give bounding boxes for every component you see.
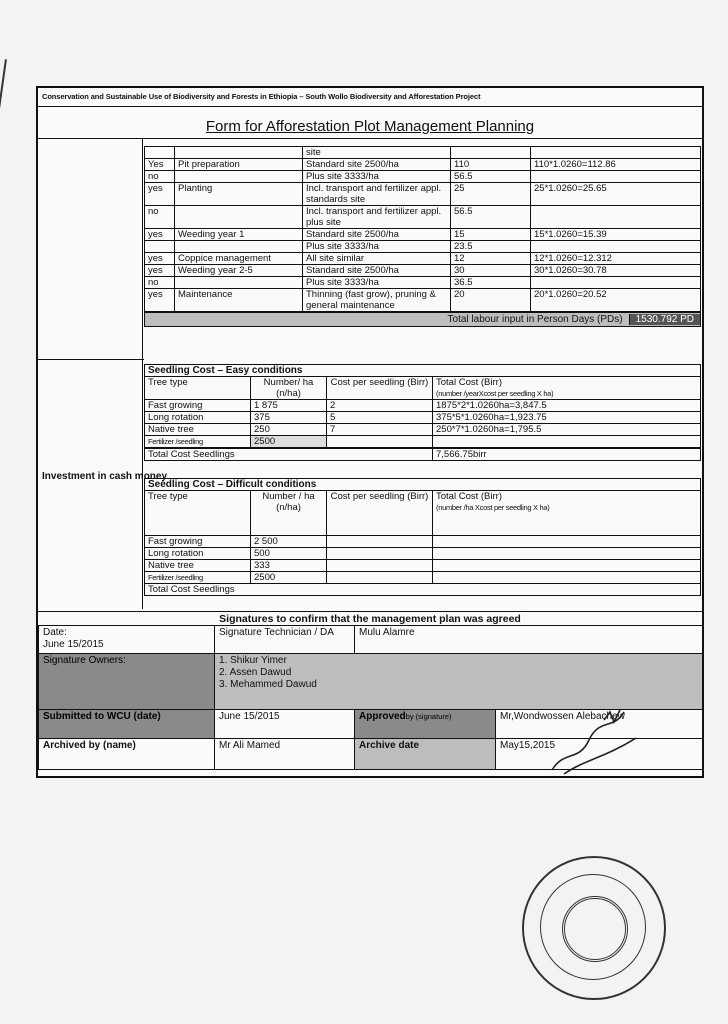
labour-description: Incl. transport and fertilizer appl. standards site [303,183,451,206]
labour-description: Standard site 2500/ha [303,265,451,277]
difficult-col-total: Total Cost (Birr) [436,491,502,502]
easy-tree-type: Fast growing [145,400,251,412]
easy-row [145,436,701,449]
easy-number: 250 [251,424,327,436]
labour-calculation: 12*1.0260=12.312 [531,253,701,265]
divider [38,106,702,107]
labour-calculation [531,241,701,253]
easy-total: 250*7*1.0260ha=1,795.5 [433,424,701,436]
easy-number: 375 [251,412,327,424]
difficult-cost [327,572,433,584]
archive-date-value: May15,2015 [500,740,556,751]
labour-row [145,289,701,313]
easy-col-cost: Cost per seedling (Birr) [327,377,433,400]
difficult-row [145,572,701,584]
labour-value: 15 [451,229,531,241]
official-stamp [522,856,666,1000]
difficult-col-cost: Cost per seedling (Birr) [327,491,433,536]
difficult-col-total-note: (number /ha Xcost per seedling X ha) [436,503,550,512]
labour-table [144,146,701,327]
divider [38,611,702,612]
easy-row [145,424,701,436]
archived-label: Archived by (name) [39,739,215,770]
difficult-row [145,560,701,572]
labour-row [145,253,701,265]
labour-description: Plus site 3333/ha [303,277,451,289]
labour-description: All site similar [303,253,451,265]
labour-total-label: Total labour input in Person Days (PDs) [447,314,623,325]
easy-col-tree: Tree type [145,377,251,400]
labour-flag: no [145,277,175,289]
owner-1: 1. Shikur Yimer [219,655,287,666]
easy-total [433,436,701,449]
labour-row [145,229,701,241]
labour-row [145,183,701,206]
labour-calculation: 20*1.0260=20.52 [531,289,701,313]
labour-row [145,265,701,277]
difficult-total [433,560,701,572]
difficult-total-label: Total Cost Seedlings [145,584,701,596]
easy-number: 2500 [251,436,327,449]
easy-cost: 5 [327,412,433,424]
submitted-value: June 15/2015 [215,710,355,739]
approved-note: by (signature) [405,712,452,721]
labour-activity: Weeding year 1 [175,229,303,241]
archived-value: Mr Ali Mamed [215,739,355,770]
labour-description: Plus site 3333/ha [303,171,451,183]
labour-row [145,241,701,253]
labour-calculation: 30*1.0260=30.78 [531,265,701,277]
difficult-cost [327,536,433,548]
owner-3: 3. Mehammed Dawud [219,679,317,690]
labour-calculation [531,206,701,229]
labour-description: site [303,147,451,159]
labour-value: 12 [451,253,531,265]
easy-rows [145,400,701,449]
labour-description: Standard site 2500/ha [303,229,451,241]
easy-total: 1875*2*1.0260ha=3,847.5 [433,400,701,412]
labour-activity [175,277,303,289]
labour-activity [175,206,303,229]
investment-label: Investment in cash money [42,471,168,482]
difficult-cost [327,560,433,572]
difficult-tree-type: Long rotation [145,548,251,560]
margin-mark [0,59,21,131]
labour-flag: yes [145,229,175,241]
labour-value: 23.5 [451,241,531,253]
easy-col-number: Number/ ha (n/ha) [251,377,327,400]
owner-2: 2. Assen Dawud [219,667,292,678]
signatures-title: Signatures to confirm that the management plan was agreed [219,613,521,625]
labour-description: Incl. transport and fertilizer appl. plus site [303,206,451,229]
handwritten-signature [544,700,644,780]
labour-activity [175,147,303,159]
labour-calculation [531,277,701,289]
labour-row [145,147,701,159]
labour-activity: Planting [175,183,303,206]
easy-conditions-table [144,364,701,461]
easy-number: 1 875 [251,400,327,412]
labour-flag: yes [145,253,175,265]
difficult-number: 2 500 [251,536,327,548]
easy-cost: 2 [327,400,433,412]
project-title: Conservation and Sustainable Use of Biodiversity and Forests in Ethiopia – South Wollo Biodiversity and Afforestation Project [42,92,481,101]
labour-activity [175,241,303,253]
approved-label: Approved [359,711,406,722]
labour-rows [145,147,701,313]
approved-value: Mr,Wondwossen Alebachew [500,711,625,722]
easy-cost [327,436,433,449]
labour-row [145,171,701,183]
easy-total-label: Total Cost Seedlings [145,448,433,461]
labour-value: 30 [451,265,531,277]
divider [38,359,144,360]
labour-activity: Weeding year 2-5 [175,265,303,277]
difficult-number: 2500 [251,572,327,584]
technician-value: Mulu Alamre [355,626,703,654]
labour-flag: yes [145,183,175,206]
form-title: Form for Afforestation Plot Management Planning [205,118,535,135]
date-value: June 15/2015 [43,639,104,650]
labour-activity: Maintenance [175,289,303,313]
labour-total-value: 1530.792 PD [629,314,700,325]
labour-activity: Pit preparation [175,159,303,171]
easy-cost: 7 [327,424,433,436]
labour-flag: no [145,171,175,183]
date-label: Date: [43,627,67,638]
easy-tree-type: Native tree [145,424,251,436]
technician-label: Signature Technician / DA [215,626,355,654]
labour-value: 56.5 [451,171,531,183]
difficult-total [433,572,701,584]
date-cell [39,626,215,654]
difficult-rows [145,536,701,584]
difficult-total [433,536,701,548]
labour-flag [145,147,175,159]
easy-row [145,400,701,412]
labour-flag: no [145,206,175,229]
easy-col-total-note: (number /yearXcost per seedling X ha) [436,389,554,398]
labour-calculation: 15*1.0260=15.39 [531,229,701,241]
labour-value: 36.5 [451,277,531,289]
archive-date-cell [355,739,703,770]
owners-label: Signature Owners: [39,654,215,710]
labour-value: 110 [451,159,531,171]
difficult-cost [327,548,433,560]
approved-cell [355,710,703,739]
difficult-tree-type: Fertilizer /seedling [145,572,251,584]
difficult-title: Seedling Cost – Difficult conditions [145,479,701,491]
labour-description: Standard site 2500/ha [303,159,451,171]
difficult-number: 333 [251,560,327,572]
labour-calculation: 25*1.0260=25.65 [531,183,701,206]
labour-row [145,277,701,289]
easy-col-total-cell [433,377,701,400]
difficult-total [433,548,701,560]
labour-calculation [531,147,701,159]
labour-calculation: 110*1.0260=112.86 [531,159,701,171]
difficult-tree-type: Fast growing [145,536,251,548]
labour-row [145,159,701,171]
submitted-label: Submitted to WCU (date) [39,710,215,739]
labour-activity: Coppice management [175,253,303,265]
difficult-col-tree: Tree type [145,491,251,536]
labour-flag: Yes [145,159,175,171]
labour-flag [145,241,175,253]
labour-total-row [145,312,701,327]
archive-date-label: Archive date [355,739,496,769]
labour-description: Plus site 3333/ha [303,241,451,253]
difficult-col-number: Number / ha (n/ha) [251,491,327,536]
labour-value: 56.5 [451,206,531,229]
easy-col-total: Total Cost (Birr) [436,377,502,388]
easy-tree-type: Fertilizer /seedling [145,436,251,449]
labour-flag: yes [145,265,175,277]
difficult-number: 500 [251,548,327,560]
labour-description: Thinning (fast grow), pruning & general maintenance [303,289,451,313]
easy-total: 375*5*1.0260ha=1,923.75 [433,412,701,424]
easy-total-value: 7,566.75birr [433,448,701,461]
labour-activity [175,171,303,183]
difficult-conditions-table [144,478,701,596]
labour-calculation [531,171,701,183]
easy-title: Seedling Cost – Easy conditions [145,365,701,377]
labour-value: 20 [451,289,531,313]
labour-value [451,147,531,159]
column-divider [142,138,143,609]
divider [38,138,702,139]
difficult-row [145,548,701,560]
labour-value: 25 [451,183,531,206]
easy-row [145,412,701,424]
difficult-col-total-cell [433,491,701,536]
labour-row [145,206,701,229]
labour-flag: yes [145,289,175,313]
easy-tree-type: Long rotation [145,412,251,424]
form-sheet [36,86,704,778]
difficult-row [145,536,701,548]
difficult-tree-type: Native tree [145,560,251,572]
